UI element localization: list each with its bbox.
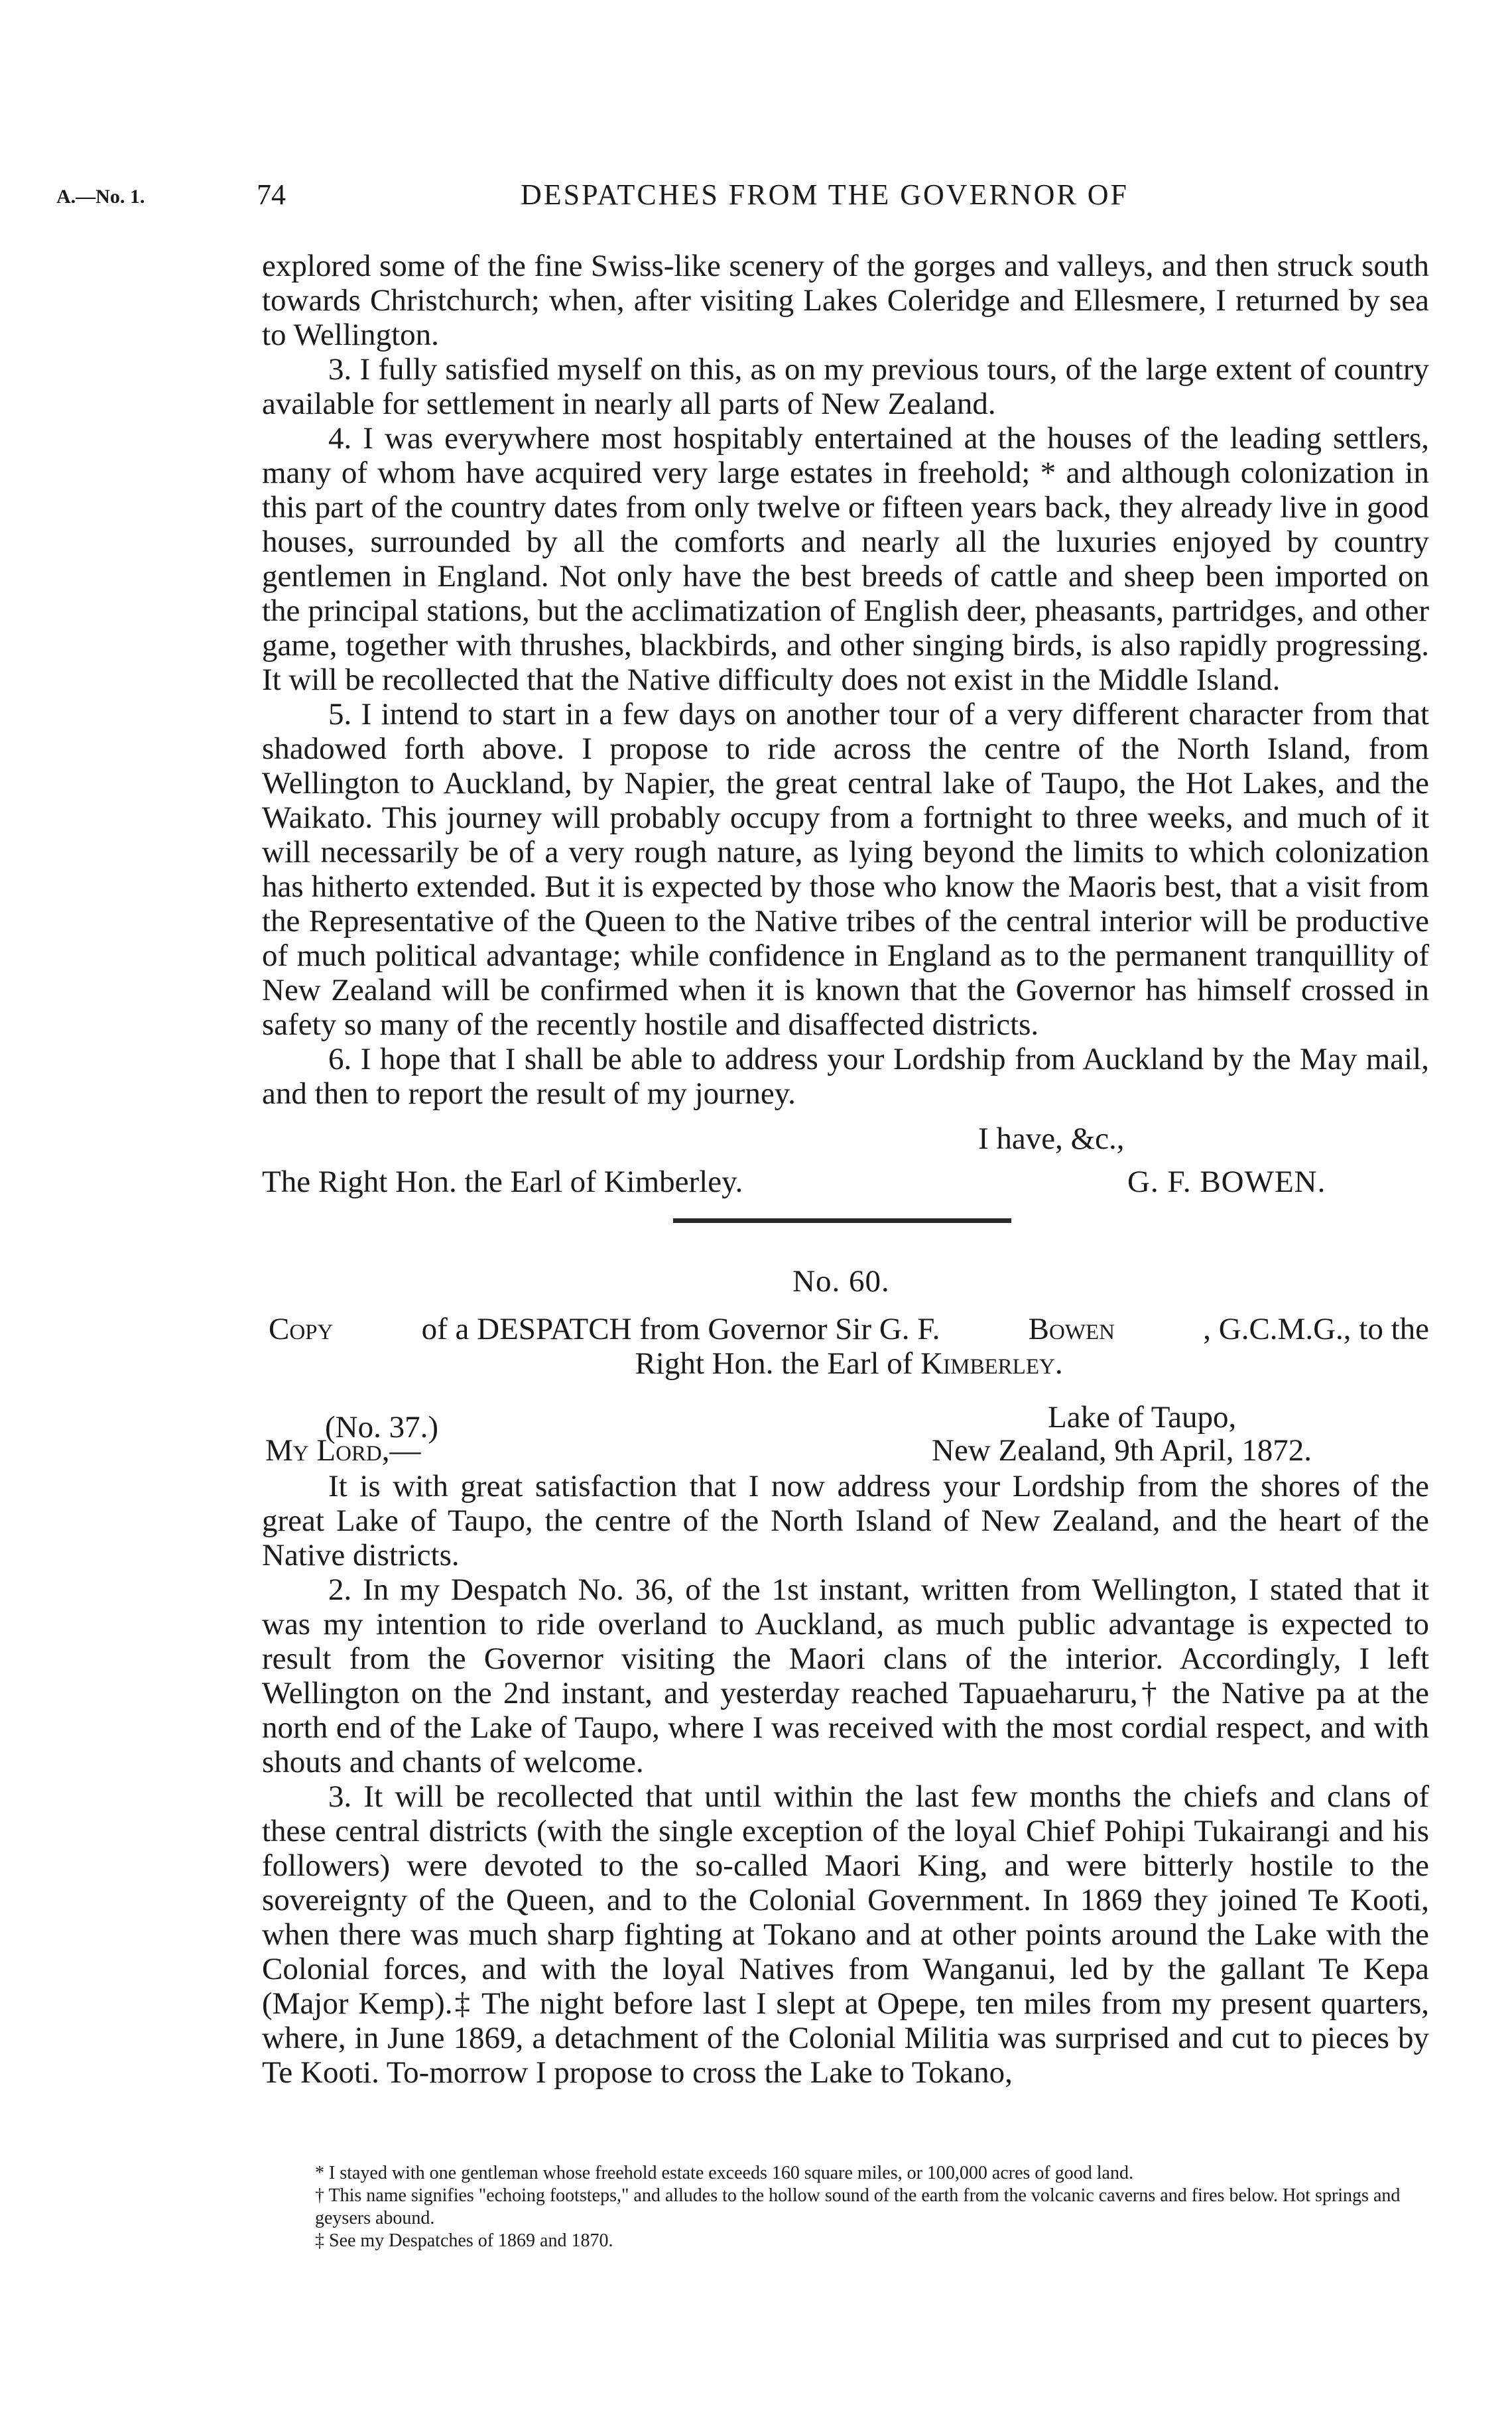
body-text-top (262, 249, 1429, 1111)
salutation: My Lord,— (265, 1433, 421, 1468)
sign-off: I have, &c., (978, 1122, 1125, 1156)
body-text-bottom (262, 1469, 1429, 2090)
paragraph-3b: 3. It will be recollected that until within the last few months the chiefs and clans of these central districts (with the single exception of the loyal Chief Pohipi Tukairangi and his followers) were devoted to the so-called Maori King, and were bitterly hostile to the sovereignty of the Queen, and to the Colonial Government. In 1869 they joined Te Kooti, when there was much sharp fighting at Tokano and at other points around the Lake with the Colonial forces, and with the loyal Natives from Wanganui, led by the gallant Te Kepa (Major Kemp).‡ The night before last I slept at Opepe, ten miles from my present quarters, where, in June 1869, a detachment of the Colonial Militia was surprised and cut to pieces by Te Kooti. To-morrow I propose to cross the Lake to Tokano, (262, 1779, 1429, 2090)
footnote-2: † This name signifies "echoing footsteps," and alludes to the hollow sound of the earth from the volcanic caverns and fires below. Hot springs and geysers abound. (315, 2185, 1401, 2228)
header-reference: A.—No. 1. (56, 186, 145, 208)
signature: G. F. BOWEN. (1127, 1165, 1326, 1199)
despatch-title: Copy of a DESPATCH from Governor Sir G. F. Bowen , G.C.M.G., to the Right Hon. the Earl of Kimberley. (269, 1312, 1429, 1381)
paragraph-4: 4. I was everywhere most hospitably entertained at the houses of the leading settlers, many of whom have acquired very large estates in freehold; * and although colonization in this part of the country dates from only twelve or fifteen years back, they already live in good houses, surrounded by all the comforts and nearly all the luxuries enjoyed by country gentlemen in England. Not only have the best breeds of cattle and sheep been imported on the principal stations, but the acclimatization of English deer, pheasants, partridges, and other game, together with thrushes, blackbirds, and other singing birds, is also rapidly progressing. It will be recollected that the Native difficulty does not exist in the Middle Island. (262, 421, 1429, 697)
despatch-place: Lake of Taupo, (1048, 1400, 1237, 1435)
paragraph-continued: explored some of the fine Swiss-like scenery of the gorges and valleys, and then struck south towards Christchurch; when, after visiting Lakes Coleridge and Ellesmere, I returned by sea to Wellington. (262, 249, 1429, 352)
title-line1-end: , G.C.M.G., to the (1203, 1312, 1429, 1346)
despatch-internal-number: (No. 37.) (325, 1410, 438, 1444)
paragraph-5: 5. I intend to start in a few days on another tour of a very different character from that shadowed forth above. I propose to ride across the centre of the North Island, from Wellington to Auckland, by Napier, the great central lake of Taupo, the Hot Lakes, and the Waikato. This journey will probably occupy from a fortnight to three weeks, and much of it will necessarily be of a very rough nature, as lying beyond the limits to which colonization has hitherto extended. But it is expected by those who know the Maoris best, that a visit from the Representative of the Queen to the Native tribes of the central interior will be productive of much political advantage; while confidence in England as to the permanent tranquillity of New Zealand will be confirmed when it is known that the Governor has himself crossed in safety so many of the recently hostile and disaffected districts. (262, 697, 1429, 1042)
paragraph-6: 6. I hope that I shall be able to address your Lordship from Auckland by the May mail, and then to report the result of my journey. (262, 1042, 1429, 1111)
addressee: The Right Hon. the Earl of Kimberley. (262, 1165, 743, 1199)
page-header (56, 178, 1456, 218)
paragraph-3: 3. I fully satisfied myself on this, as on my previous tours, of the large extent of country available for settlement in nearly all parts of New Zealand. (262, 352, 1429, 421)
title-kimberley: Kimberley (920, 1346, 1055, 1381)
footnote-1: * I stayed with one gentleman whose freehold estate exceeds 160 square miles, or 100,000 acres of good land. (315, 2163, 1133, 2183)
page-number: 74 (257, 178, 286, 211)
section-divider (673, 1218, 1011, 1223)
paragraph-2: 2. In my Despatch No. 36, of the 1st instant, written from Wellington, I stated that it was my intention to ride overland to Auckland, as much public advantage is expected to result from the Governor visiting the Maori clans of the interior. Accordingly, I left Wellington on the 2nd instant, and yesterday reached Tapuaeharuru,† the Native pa at the north end of the Lake of Taupo, where I was received with the most cordial respect, and with shouts and chants of welcome. (262, 1572, 1429, 1779)
despatch-date: New Zealand, 9th April, 1872. (932, 1433, 1312, 1468)
title-bowen: Bowen (1028, 1312, 1115, 1346)
title-line1: of a DESPATCH from Governor Sir G. F. (421, 1312, 940, 1346)
title-line2: Right Hon. the Earl of (635, 1346, 913, 1381)
footnotes (269, 2162, 1429, 2252)
footnote-3: ‡ See my Despatches of 1869 and 1870. (315, 2230, 613, 2251)
running-title: DESPATCHES FROM THE GOVERNOR OF (521, 178, 1129, 211)
paragraph-1: It is with great satisfaction that I now address your Lordship from the shores of the great Lake of Taupo, the centre of the North Island of New Zealand, and the heart of the Native districts. (262, 1469, 1429, 1572)
despatch-number-heading: No. 60. (792, 1264, 890, 1299)
title-copy: Copy (269, 1312, 334, 1346)
